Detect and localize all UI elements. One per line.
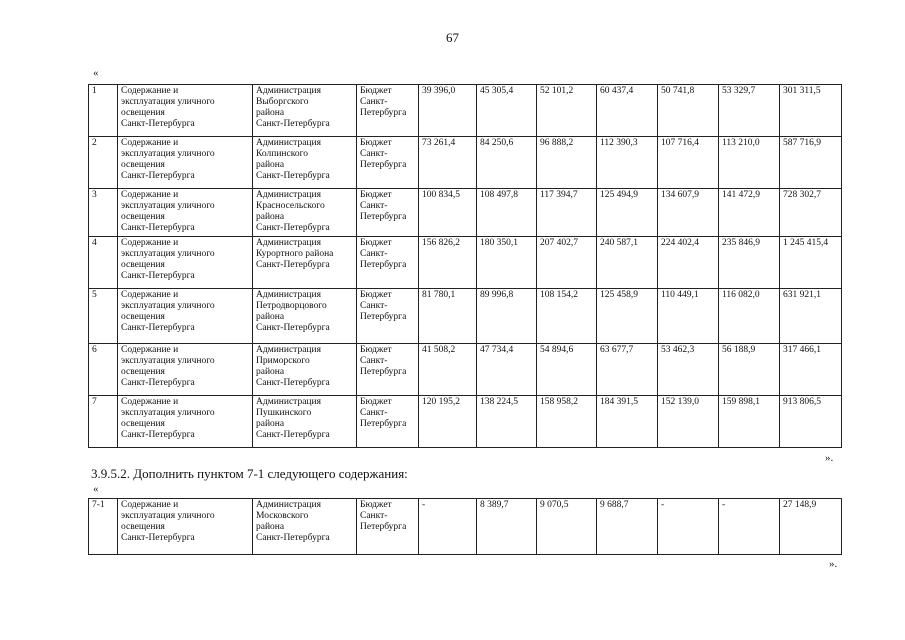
amount-cell: 47 734,4 (477, 344, 537, 396)
administrator-cell: Администрация Выборгского района Санкт-Петербурга (253, 85, 357, 137)
table-row (89, 344, 842, 396)
row-number-cell: 2 (89, 137, 118, 189)
administrator-cell: Администрация Петродворцового района Санкт-Петербурга (253, 289, 357, 344)
activity-name-cell: Содержание и эксплуатация уличного освещения Санкт-Петербурга (118, 237, 253, 289)
section-heading: 3.9.5.2. Дополнить пунктом 7-1 следующего содержания: (91, 466, 408, 481)
amount-cell: 108 154,2 (537, 289, 597, 344)
amount-cell: 240 587,1 (597, 237, 658, 289)
amount-cell: 89 996,8 (477, 289, 537, 344)
amount-cell: 117 394,7 (537, 189, 597, 237)
amount-cell: 84 250,6 (477, 137, 537, 189)
administrator-cell: Администрация Приморского района Санкт-Петербурга (253, 344, 357, 396)
amount-cell: 1 245 415,4 (780, 237, 842, 289)
amount-cell: 39 396,0 (419, 85, 477, 137)
amount-cell: 631 921,1 (780, 289, 842, 344)
amount-cell: 125 458,9 (597, 289, 658, 344)
amount-cell: 728 302,7 (780, 189, 842, 237)
funding-source-cell: Бюджет Санкт- Петербурга (357, 396, 419, 448)
page-number: 67 (446, 30, 459, 45)
closing-quote: ». (825, 452, 834, 464)
amount-cell: 108 497,8 (477, 189, 537, 237)
amount-cell: 45 305,4 (477, 85, 537, 137)
funding-source-cell: Бюджет Санкт- Петербурга (357, 85, 419, 137)
funding-source-cell: Бюджет Санкт- Петербурга (357, 344, 419, 396)
activity-name-cell: Содержание и эксплуатация уличного освещения Санкт-Петербурга (118, 85, 253, 137)
amount-cell: - (419, 499, 477, 555)
table-row (89, 499, 842, 555)
program-budget-table (88, 84, 842, 448)
row-number-cell: 6 (89, 344, 118, 396)
administrator-cell: Администрация Курортного района Санкт-Петербурга (253, 237, 357, 289)
amount-cell: 60 437,4 (597, 85, 658, 137)
amount-cell: 184 391,5 (597, 396, 658, 448)
table-row (89, 237, 842, 289)
amount-cell: 158 958,2 (537, 396, 597, 448)
activity-name-cell: Содержание и эксплуатация уличного освещения Санкт-Петербурга (118, 499, 253, 555)
amount-cell: 53 329,7 (719, 85, 780, 137)
funding-source-cell: Бюджет Санкт- Петербурга (357, 189, 419, 237)
amount-cell: 9 688,7 (597, 499, 658, 555)
amount-cell: 100 834,5 (419, 189, 477, 237)
amount-cell: 41 508,2 (419, 344, 477, 396)
amount-cell: 152 139,0 (658, 396, 719, 448)
opening-quote: « (93, 67, 99, 79)
activity-name-cell: Содержание и эксплуатация уличного освещения Санкт-Петербурга (118, 396, 253, 448)
funding-source-cell: Бюджет Санкт- Петербурга (357, 499, 419, 555)
amount-cell: 120 195,2 (419, 396, 477, 448)
funding-source-cell: Бюджет Санкт- Петербурга (357, 289, 419, 344)
amount-cell: 56 188,9 (719, 344, 780, 396)
table-row (89, 85, 842, 137)
activity-name-cell: Содержание и эксплуатация уличного освещения Санкт-Петербурга (118, 189, 253, 237)
administrator-cell: Администрация Колпинского района Санкт-Петербурга (253, 137, 357, 189)
amount-cell: 113 210,0 (719, 137, 780, 189)
amount-cell: 301 311,5 (780, 85, 842, 137)
amount-cell: - (658, 499, 719, 555)
activity-name-cell: Содержание и эксплуатация уличного освещения Санкт-Петербурга (118, 289, 253, 344)
row-number-cell: 4 (89, 237, 118, 289)
table-row (89, 396, 842, 448)
amount-cell: 141 472,9 (719, 189, 780, 237)
activity-name-cell: Содержание и эксплуатация уличного освещения Санкт-Петербурга (118, 344, 253, 396)
amount-cell: 134 607,9 (658, 189, 719, 237)
amount-cell: 81 780,1 (419, 289, 477, 344)
amount-cell: 73 261,4 (419, 137, 477, 189)
row-number-cell: 5 (89, 289, 118, 344)
amount-cell: 27 148,9 (780, 499, 842, 555)
amount-cell: 96 888,2 (537, 137, 597, 189)
amount-cell: 913 806,5 (780, 396, 842, 448)
amount-cell: 587 716,9 (780, 137, 842, 189)
amount-cell: 63 677,7 (597, 344, 658, 396)
amount-cell: 138 224,5 (477, 396, 537, 448)
row-number-cell: 3 (89, 189, 118, 237)
amount-cell: 9 070,5 (537, 499, 597, 555)
amount-cell: 224 402,4 (658, 237, 719, 289)
amount-cell: 207 402,7 (537, 237, 597, 289)
amount-cell: 235 846,9 (719, 237, 780, 289)
added-item-table (88, 498, 842, 555)
opening-quote-2: « (93, 483, 99, 495)
amount-cell: 116 082,0 (719, 289, 780, 344)
amount-cell: 125 494,9 (597, 189, 658, 237)
amount-cell: 50 741,8 (658, 85, 719, 137)
amount-cell: 317 466,1 (780, 344, 842, 396)
amount-cell: 159 898,1 (719, 396, 780, 448)
table-row (89, 289, 842, 344)
funding-source-cell: Бюджет Санкт- Петербурга (357, 137, 419, 189)
amount-cell: 110 449,1 (658, 289, 719, 344)
administrator-cell: Администрация Красносельского района Санкт-Петербурга (253, 189, 357, 237)
amount-cell: 53 462,3 (658, 344, 719, 396)
row-number-cell: 7 (89, 396, 118, 448)
amount-cell: 54 894,6 (537, 344, 597, 396)
amount-cell: 180 350,1 (477, 237, 537, 289)
funding-source-cell: Бюджет Санкт- Петербурга (357, 237, 419, 289)
amount-cell: 107 716,4 (658, 137, 719, 189)
amount-cell: 156 826,2 (419, 237, 477, 289)
amount-cell: 112 390,3 (597, 137, 658, 189)
row-number-cell: 7-1 (89, 499, 118, 555)
table-row (89, 189, 842, 237)
row-number-cell: 1 (89, 85, 118, 137)
amount-cell: 8 389,7 (477, 499, 537, 555)
table-row (89, 137, 842, 189)
closing-quote-2: ». (829, 558, 838, 570)
activity-name-cell: Содержание и эксплуатация уличного освещения Санкт-Петербурга (118, 137, 253, 189)
amount-cell: 52 101,2 (537, 85, 597, 137)
administrator-cell: Администрация Московского района Санкт-Петербурга (253, 499, 357, 555)
administrator-cell: Администрация Пушкинского района Санкт-Петербурга (253, 396, 357, 448)
amount-cell: - (719, 499, 780, 555)
